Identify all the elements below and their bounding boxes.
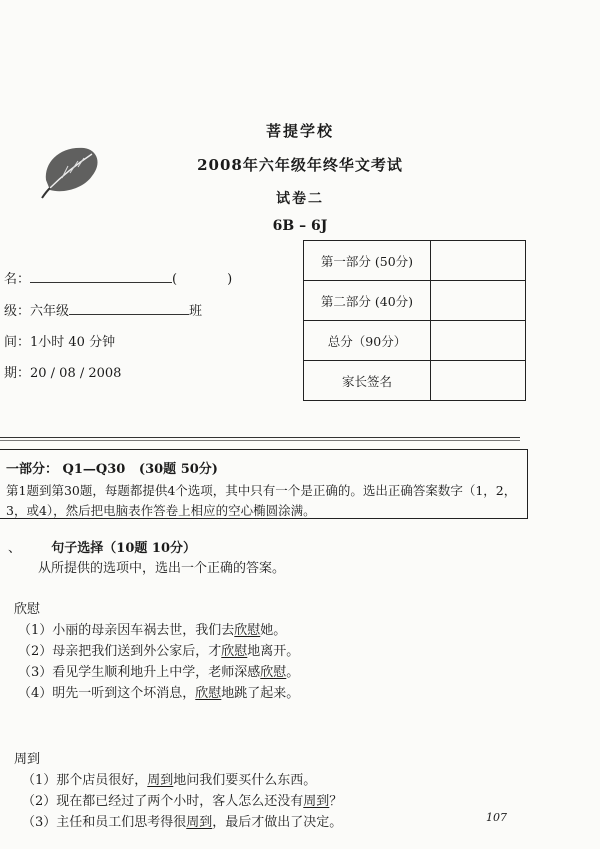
section-one-count: (30题 50分): [138, 462, 218, 477]
section-one-prefix: 一部分：: [6, 462, 59, 477]
score-cell: [431, 241, 526, 281]
school-name: 菩提学校: [265, 122, 334, 140]
list-item: （1）那个店员很好，周到地问我们要买什么东西。: [22, 773, 317, 788]
list-item: （2）现在都已经过了两个小时，客人怎么还没有周到？: [22, 794, 343, 809]
subsection-title: 句子选择（10题 10分）: [51, 541, 197, 556]
divider-rule-thin: [0, 440, 520, 441]
score-label: 第二部分 (40分): [304, 281, 431, 321]
score-cell: [431, 321, 526, 361]
score-label: 家长签名: [304, 361, 431, 401]
score-table: [303, 240, 526, 401]
question-word: 周到: [14, 752, 41, 767]
name-blank[interactable]: [30, 270, 172, 283]
page-number: 107: [486, 811, 507, 824]
divider-rule: [0, 437, 520, 438]
score-label: 总分（90分）: [304, 321, 431, 361]
list-item: （2）母亲把我们送到外公家后，才欣慰地离开。: [18, 644, 300, 659]
list-item: （3）看见学生顺利地升上中学，老师深感欣慰。: [18, 665, 300, 680]
section-one-range: Q1—Q30: [62, 462, 126, 477]
name-row: [4, 268, 232, 287]
list-item: （1）小丽的母亲因车祸去世，我们去欣慰她。: [18, 623, 287, 638]
class-range: 6B – 6J: [272, 218, 328, 234]
subsection-marker: 、: [8, 541, 22, 556]
section-one-heading: [6, 458, 218, 477]
table-row: [304, 241, 526, 281]
table-row: [304, 321, 526, 361]
class-blank[interactable]: [69, 302, 189, 315]
subsection-instruction: 从所提供的选项中，选出一个正确的答案。: [38, 561, 286, 576]
class-row: [4, 300, 202, 319]
question-word: 欣慰: [14, 602, 41, 617]
table-row: [304, 281, 526, 321]
class-suffix: 班: [189, 304, 203, 319]
score-cell: [431, 281, 526, 321]
section-one-box: [0, 449, 528, 519]
list-item: （4）明先一听到这个坏消息，欣慰地跳了起来。: [18, 686, 300, 701]
table-row: [304, 361, 526, 401]
section-one-instruction: 第1题到第30题，每题都提供4个选项，其中只有一个是正确的。选出正确答案数字（1，2，3，或4），然后把电脑表作答卷上相应的空心椭圆涂满。: [6, 483, 517, 518]
name-paren-open: (: [172, 272, 178, 287]
subsection-heading: [8, 537, 196, 556]
signature-cell: [431, 361, 526, 401]
class-label: 级：六年级: [4, 304, 70, 319]
name-paren-close: ): [227, 272, 233, 287]
date-row: 期：20 / 08 / 2008: [4, 366, 122, 381]
exam-title: 2008年六年级年终华文考试: [197, 156, 403, 174]
time-row: 间：1小时 40 分钟: [4, 335, 116, 350]
list-item: （3）主任和员工们思考得很周到，最后才做出了决定。: [22, 815, 343, 830]
name-label: 名：: [4, 272, 31, 287]
paper-title: 试卷二: [276, 191, 324, 207]
score-label: 第一部分 (50分): [304, 241, 431, 281]
